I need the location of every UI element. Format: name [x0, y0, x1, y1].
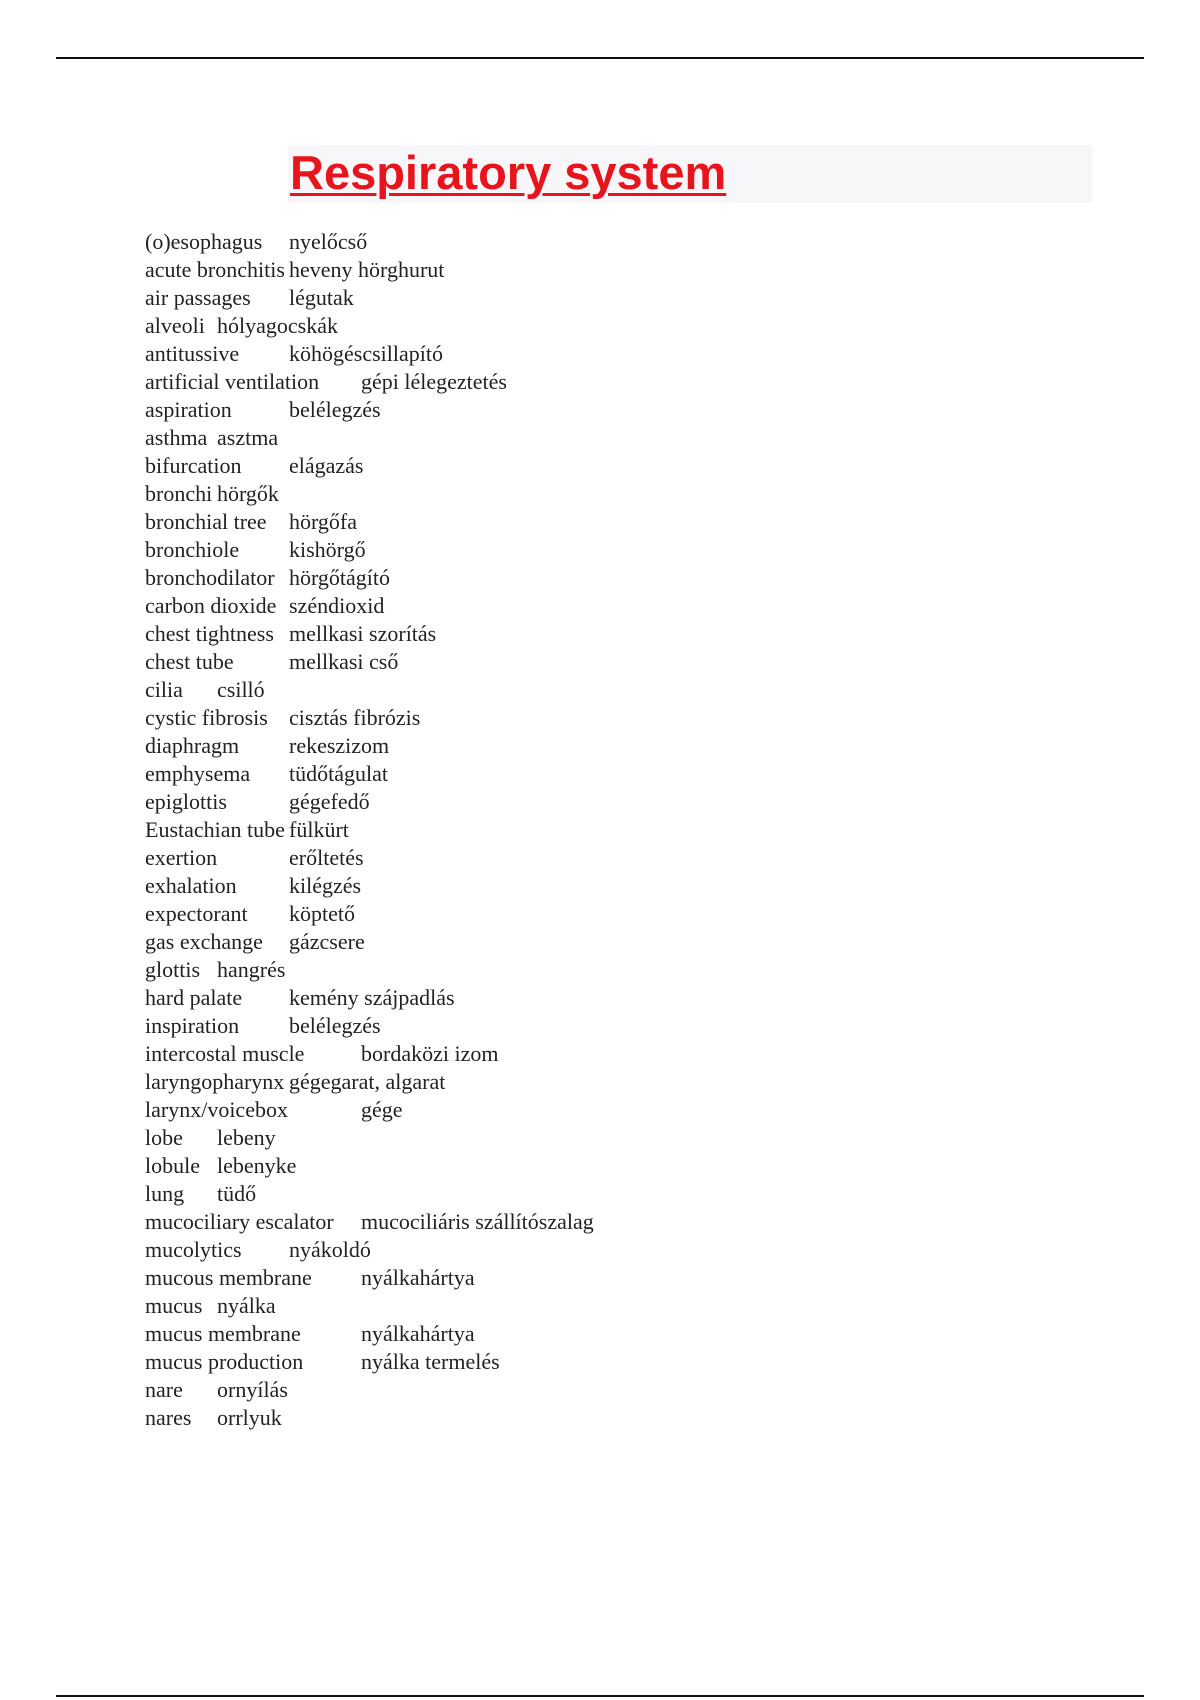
- entry-translation: csilló: [217, 677, 265, 702]
- glossary-entry: [145, 368, 1125, 396]
- glossary-entry: [145, 396, 1125, 424]
- entry-term: inspiration: [145, 1013, 240, 1038]
- entry-term: mucus: [145, 1293, 203, 1318]
- entry-term: exhalation: [145, 873, 237, 898]
- entry-translation: hólyagocskák: [217, 313, 338, 338]
- glossary-entry: [145, 956, 1125, 984]
- entry-translation: erőltetés: [289, 845, 364, 870]
- entry-term: exertion: [145, 845, 218, 870]
- entry-translation: gázcsere: [289, 929, 365, 954]
- entry-term: bifurcation: [145, 453, 242, 478]
- entry-term: mucociliary escalator: [145, 1209, 334, 1234]
- entry-translation: gépi lélegeztetés: [361, 369, 507, 394]
- glossary-entry: [145, 1376, 1125, 1404]
- entry-translation: széndioxid: [289, 593, 385, 618]
- entry-term: intercostal muscle: [145, 1041, 305, 1066]
- entry-term: mucus membrane: [145, 1321, 301, 1346]
- glossary-entry: [145, 844, 1125, 872]
- entry-term: bronchiole: [145, 537, 240, 562]
- entry-translation: hangrés: [217, 957, 286, 982]
- entry-translation: nyálkahártya: [361, 1265, 475, 1290]
- entry-term: gas exchange: [145, 929, 263, 954]
- glossary-entry: [145, 984, 1125, 1012]
- entry-translation: légutak: [289, 285, 354, 310]
- page-title: Respiratory system: [290, 146, 727, 199]
- entry-term: antitussive: [145, 341, 240, 366]
- entry-term: aspiration: [145, 397, 232, 422]
- entry-term: acute bronchitis: [145, 257, 285, 282]
- entry-translation: fülkürt: [289, 817, 349, 842]
- entry-term: bronchial tree: [145, 509, 267, 534]
- entry-term: lobe: [145, 1125, 183, 1150]
- glossary-entry: [145, 872, 1125, 900]
- entry-translation: mellkasi szorítás: [289, 621, 437, 646]
- glossary-entry: [145, 1320, 1125, 1348]
- entry-term: chest tube: [145, 649, 234, 674]
- glossary-entry: [145, 1292, 1125, 1320]
- entry-term: cystic fibrosis: [145, 705, 268, 730]
- entry-term: mucous membrane: [145, 1265, 312, 1290]
- entry-term: artificial ventilation: [145, 369, 320, 394]
- glossary-entry: [145, 1180, 1125, 1208]
- entry-term: mucus production: [145, 1349, 304, 1374]
- bottom-rule: [56, 1695, 1144, 1697]
- entry-translation: ornyílás: [217, 1377, 288, 1402]
- entry-term: cilia: [145, 677, 183, 702]
- entry-translation: elágazás: [289, 453, 364, 478]
- glossary-entry: [145, 1404, 1125, 1432]
- entry-term: carbon dioxide: [145, 593, 277, 618]
- glossary-entry: [145, 1208, 1125, 1236]
- entry-term: lung: [145, 1181, 185, 1206]
- top-rule: [56, 57, 1144, 59]
- entry-term: emphysema: [145, 761, 251, 786]
- entry-term: larynx/voicebox: [145, 1097, 288, 1122]
- glossary-entry: [145, 256, 1125, 284]
- glossary-entry: [145, 760, 1125, 788]
- entry-translation: mucociliáris szállítószalag: [361, 1209, 594, 1234]
- entry-term: chest tightness: [145, 621, 274, 646]
- glossary-entry: [145, 788, 1125, 816]
- glossary-entry: [145, 1264, 1125, 1292]
- glossary-entry: [145, 564, 1125, 592]
- entry-translation: asztma: [217, 425, 279, 450]
- glossary-entry: [145, 592, 1125, 620]
- entry-translation: bordaközi izom: [361, 1041, 499, 1066]
- entry-term: air passages: [145, 285, 251, 310]
- entry-translation: belélegzés: [289, 1013, 381, 1038]
- glossary-entry: [145, 704, 1125, 732]
- entry-translation: belélegzés: [289, 397, 381, 422]
- entry-term: expectorant: [145, 901, 248, 926]
- glossary-list: [145, 228, 1125, 1432]
- glossary-entry: [145, 900, 1125, 928]
- entry-term: nares: [145, 1405, 192, 1430]
- glossary-entry: [145, 732, 1125, 760]
- entry-translation: cisztás fibrózis: [289, 705, 421, 730]
- entry-translation: köhögéscsillapító: [289, 341, 443, 366]
- entry-term: mucolytics: [145, 1237, 242, 1262]
- glossary-entry: [145, 928, 1125, 956]
- entry-term: Eustachian tube: [145, 817, 285, 842]
- entry-translation: nyelőcső: [289, 229, 368, 254]
- glossary-entry: [145, 1124, 1125, 1152]
- glossary-entry: [145, 648, 1125, 676]
- entry-term: (o)esophagus: [145, 229, 263, 254]
- entry-term: lobule: [145, 1153, 200, 1178]
- entry-translation: kemény szájpadlás: [289, 985, 455, 1010]
- entry-translation: gégegarat, algarat: [289, 1069, 446, 1094]
- glossary-entry: [145, 1348, 1125, 1376]
- entry-translation: nyálka termelés: [361, 1349, 500, 1374]
- entry-translation: heveny hörghurut: [289, 257, 445, 282]
- entry-translation: orrlyuk: [217, 1405, 282, 1430]
- glossary-entry: [145, 1068, 1125, 1096]
- entry-translation: nyákoldó: [289, 1237, 371, 1262]
- entry-translation: hörgők: [217, 481, 279, 506]
- entry-translation: gégefedő: [289, 789, 370, 814]
- entry-translation: rekeszizom: [289, 733, 390, 758]
- glossary-entry: [145, 424, 1125, 452]
- entry-term: nare: [145, 1377, 183, 1402]
- glossary-entry: [145, 1012, 1125, 1040]
- entry-translation: köptető: [289, 901, 355, 926]
- entry-term: bronchodilator: [145, 565, 275, 590]
- glossary-entry: [145, 508, 1125, 536]
- glossary-entry: [145, 312, 1125, 340]
- entry-translation: lebenyke: [217, 1153, 297, 1178]
- glossary-entry: [145, 340, 1125, 368]
- glossary-entry: [145, 452, 1125, 480]
- entry-translation: lebeny: [217, 1125, 276, 1150]
- entry-translation: tüdőtágulat: [289, 761, 388, 786]
- entry-translation: hörgőtágító: [289, 565, 391, 590]
- entry-translation: tüdő: [217, 1181, 257, 1206]
- entry-term: epiglottis: [145, 789, 227, 814]
- entry-translation: gége: [361, 1097, 403, 1122]
- glossary-entry: [145, 536, 1125, 564]
- glossary-entry: [145, 1096, 1125, 1124]
- entry-term: alveoli: [145, 313, 205, 338]
- glossary-entry: [145, 620, 1125, 648]
- entry-translation: kishörgő: [289, 537, 366, 562]
- entry-term: hard palate: [145, 985, 243, 1010]
- entry-term: asthma: [145, 425, 208, 450]
- glossary-entry: [145, 284, 1125, 312]
- glossary-entry: [145, 1152, 1125, 1180]
- glossary-entry: [145, 480, 1125, 508]
- entry-term: glottis: [145, 957, 201, 982]
- entry-translation: hörgőfa: [289, 509, 358, 534]
- entry-term: diaphragm: [145, 733, 240, 758]
- glossary-entry: [145, 228, 1125, 256]
- entry-translation: kilégzés: [289, 873, 362, 898]
- glossary-entry: [145, 676, 1125, 704]
- entry-term: bronchi: [145, 481, 213, 506]
- glossary-entry: [145, 816, 1125, 844]
- glossary-entry: [145, 1040, 1125, 1068]
- entry-translation: nyálka: [217, 1293, 276, 1318]
- entry-term: laryngopharynx: [145, 1069, 285, 1094]
- glossary-entry: [145, 1236, 1125, 1264]
- entry-translation: mellkasi cső: [289, 649, 399, 674]
- entry-translation: nyálkahártya: [361, 1321, 475, 1346]
